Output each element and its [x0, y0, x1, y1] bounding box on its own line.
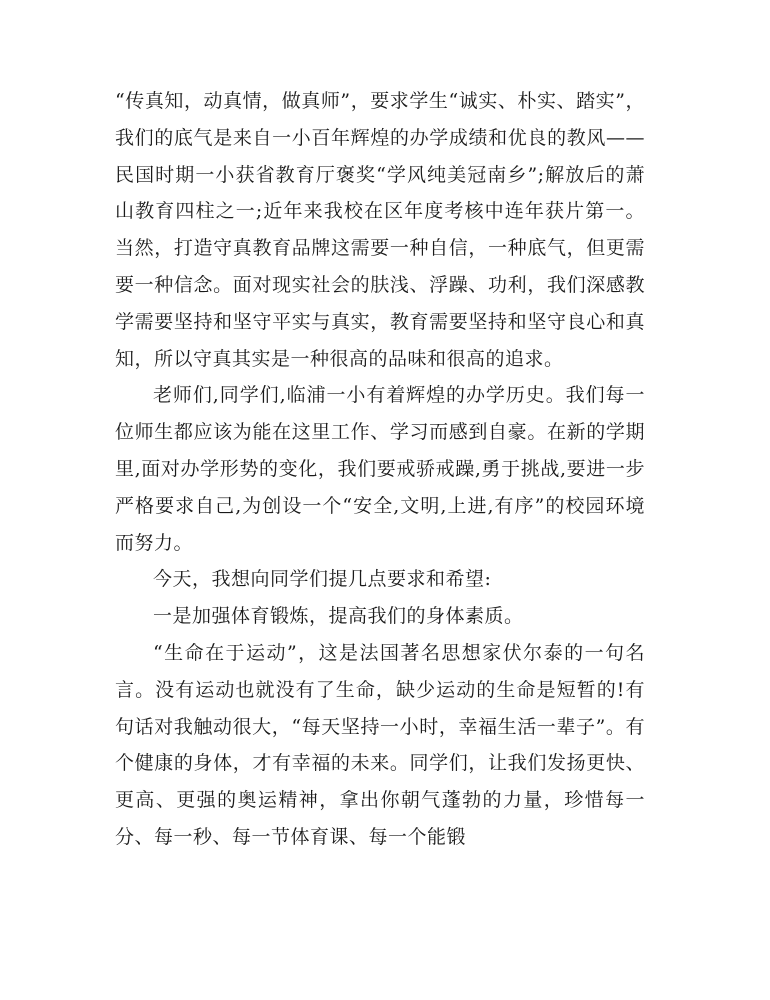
paragraph-history: 老师们,同学们,临浦一小有着辉煌的办学历史。我们每一位师生都应该为能在这里工作、学习而感到自豪。在新的学期里,面对办学形势的变化，我们要戒骄戒躁,勇于挑战,要进一步严格要求自己,为创设一个“安全,文明,上进,有序”的校园环境而努力。 [115, 384, 645, 554]
paragraph-point-one: 一是加强体育锻炼，提高我们的身体素质。 [153, 605, 524, 628]
document-body [115, 83, 645, 856]
paragraph-requirements-intro: 今天，我想向同学们提几点要求和希望: [153, 568, 492, 591]
paragraph-exercise: “生命在于运动”，这是法国著名思想家伏尔泰的一句名言。没有运动也就没有了生命，缺少运动的生命是短暂的!有句话对我触动很大，“每天坚持一小时，幸福生活一辈子”。有个健康的身体，才有幸福的未来。同学们，让我们发扬更快、更高、更强的奥运精神，拿出你朝气蓬勃的力量，珍惜每一分、每一秒、每一节体育课、每一个能锻 [115, 641, 645, 848]
paragraph-shouzhen: “传真知，动真情，做真师”，要求学生“诚实、朴实、踏实”，我们的底气是来自一小百年辉煌的办学成绩和优良的教风——民国时期一小获省教育厅褒奖“学风纯美冠南乡”;解放后的萧山教育四柱之一;近年来我校在区年度考核中连年获片第一。当然，打造守真教育品牌这需要一种自信，一种底气，但更需要一种信念。面对现实社会的肤浅、浮躁、功利，我们深感教学需要坚持和坚守平实与真实，教育需要坚持和坚守良心和真知，所以守真其实是一种很高的品味和很高的追求。 [115, 90, 645, 370]
